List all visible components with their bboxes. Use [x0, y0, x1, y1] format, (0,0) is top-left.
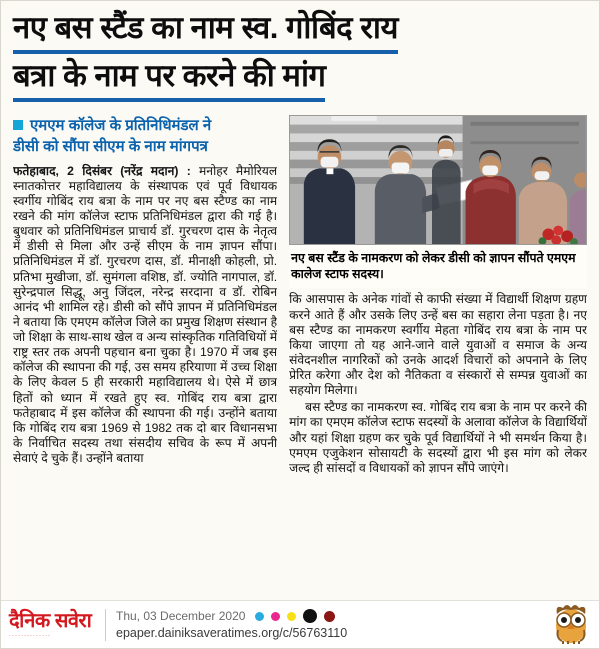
cyan-dot-icon — [255, 612, 264, 621]
article-photo-illustration — [290, 116, 586, 244]
headline-line-1: नए बस स्टैंड का नाम स्व. गोबिंद राय — [13, 9, 398, 54]
article-body-right-p2: बस स्टैण्ड का नामकरण स्व. गोबिंद राय बत्रा के नाम पर करने की मांग का एमएम कॉलेज स्टाफ सदस्यों के अलावा कॉलेज के विद्यार्थियों और यहां शिक्षा ग्रहण कर चुके पूर्व विद्यार्थियों ने भी समर्थन किया है। एमएम एजुकेशन सोसायटी के सदस्यों द्वारा भी इस मांग को लेकर जल्द ही सांसदों व विधायकों को ज्ञापन सौंपे जाएंगे। — [289, 400, 587, 475]
color-registration-dots — [255, 609, 335, 623]
headline-line-2: बत्रा के नाम पर करने की मांग — [13, 57, 325, 102]
subheadline — [13, 115, 277, 157]
footer-divider — [105, 609, 106, 641]
article-photo — [289, 115, 587, 245]
publication-date: Thu, 03 December 2020 — [116, 609, 246, 623]
maroon-dot-icon — [324, 611, 335, 622]
magenta-dot-icon — [271, 612, 280, 621]
headline-block — [1, 1, 599, 107]
newspaper-logo-title: दैनिक सवेरा — [9, 609, 92, 632]
owl-mascot-icon — [551, 600, 591, 649]
article-column-left — [13, 115, 277, 596]
yellow-dot-icon — [287, 612, 296, 621]
photo-caption: नए बस स्टैंड के नामकरण को लेकर डीसी को ज्ञापन सौंपते एमएम कालेज स्टाफ सदस्य। — [289, 245, 587, 289]
article-body-left — [13, 164, 277, 467]
article-body-right-p1: कि आसपास के अनेक गांवों से काफी संख्या में विद्यार्थी शिक्षण ग्रहण करने आते हैं और उसके लिए उन्हें बस का सहारा लेना पड़ता है। नए बस स्टैण्ड का नामकरण स्वर्गीय मेहता गोबिंद राय बत्रा के नाम पर किया जाएगा तो यह आने-जाने वाले युवाओं व समाज के अन्य संवेदनशील नागरिकों को उनके आदर्श विचारों को अपनाने के लिए प्रेरित करेगा और देश को नैतिकता व संस्कारों से सम्पन्न युवाओं का सहयोग मिलेगा। — [289, 292, 587, 398]
bullet-square-icon — [13, 120, 23, 130]
epaper-footer — [1, 600, 599, 648]
epaper-url-link[interactable]: epaper.dainiksaveratimes.org/c/56763110 — [116, 626, 348, 640]
subheadline-line-1: एमएम कॉलेज के प्रतिनिधिमंडल ने — [30, 116, 212, 134]
article-column-right — [289, 115, 587, 596]
dateline: फतेहाबाद, 2 दिसंबर (नरेंद्र मदान) : — [13, 163, 191, 178]
article-content — [1, 107, 599, 600]
footer-meta — [116, 609, 347, 640]
black-dot-icon — [303, 609, 317, 623]
newspaper-logo — [9, 611, 95, 639]
subheadline-line-2: डीसी को सौंपा सीएम के नाम मांगपत्र — [13, 137, 208, 155]
article-body-left-text: मनोहर मैमोरियल स्नातकोत्तर महाविद्यालय के संस्थापक एवं पूर्व विधायक स्वर्गीय गोबिंद राय बत्रा के नाम पर नए बस स्टैण्ड का नाम रखने की मांग कॉलेज स्टाफ प्रतिनिधिमंडल द्वारा की गई है। बुधवार को प्रतिनिधिमंडल प्राचार्य डॉ. गुरचरण दास के नेतृत्व में डीसी से मिला और उन्हें सीएम के नाम ज्ञापन सौंपा। प्रतिनिधिमंडल में डॉ. गुरचरण दास, डॉ. मीनाक्षी कोहली, प्रो. प्रतिभा मुखीजा, डॉ. सुमंगला वशिष्ठ, डॉ. ज्योति नागपाल, डॉ. सुरेन्द्रपाल सिद्धू, अनु जिंदल, नरेन्द्र सरदाना व डॉ. रोबिन आनंद भी शामिल रहे। डीसी को सौंपे ज्ञापन में प्रतिनिधिमंडल ने बताया कि एमएम कॉलेज जिले का प्रमुख शिक्षण संस्थान है जो शिक्षा के साथ-साथ खेल व अन्य सांस्कृतिक गतिविधियों में राष्ट्र स्तर तक अपनी पहचान बना चुका है। 1970 में जब इस कॉलेज की स्थापना की गई, उस समय हरियाणा में उच्च शिक्षा के लिए केवल 5 ही सरकारी महाविद्यालय थे। ऐसे में छात्र हितों को ध्यान में रखते हुए स्व. गोबिंद राय बत्रा द्वारा फतेहाबाद में इस कॉलेज की स्थापना की गई। उन्होंने बताया कि गोबिंद राय बत्रा 1969 से 1982 तक दो बार विधानसभा के निर्वाचित सदस्य तथा संसदीय सचिव के रूप में अपनी सेवाएं दे चुके हैं। उन्होंने बताया — [13, 163, 278, 465]
newspaper-logo-tagline: ·············· — [9, 632, 51, 639]
